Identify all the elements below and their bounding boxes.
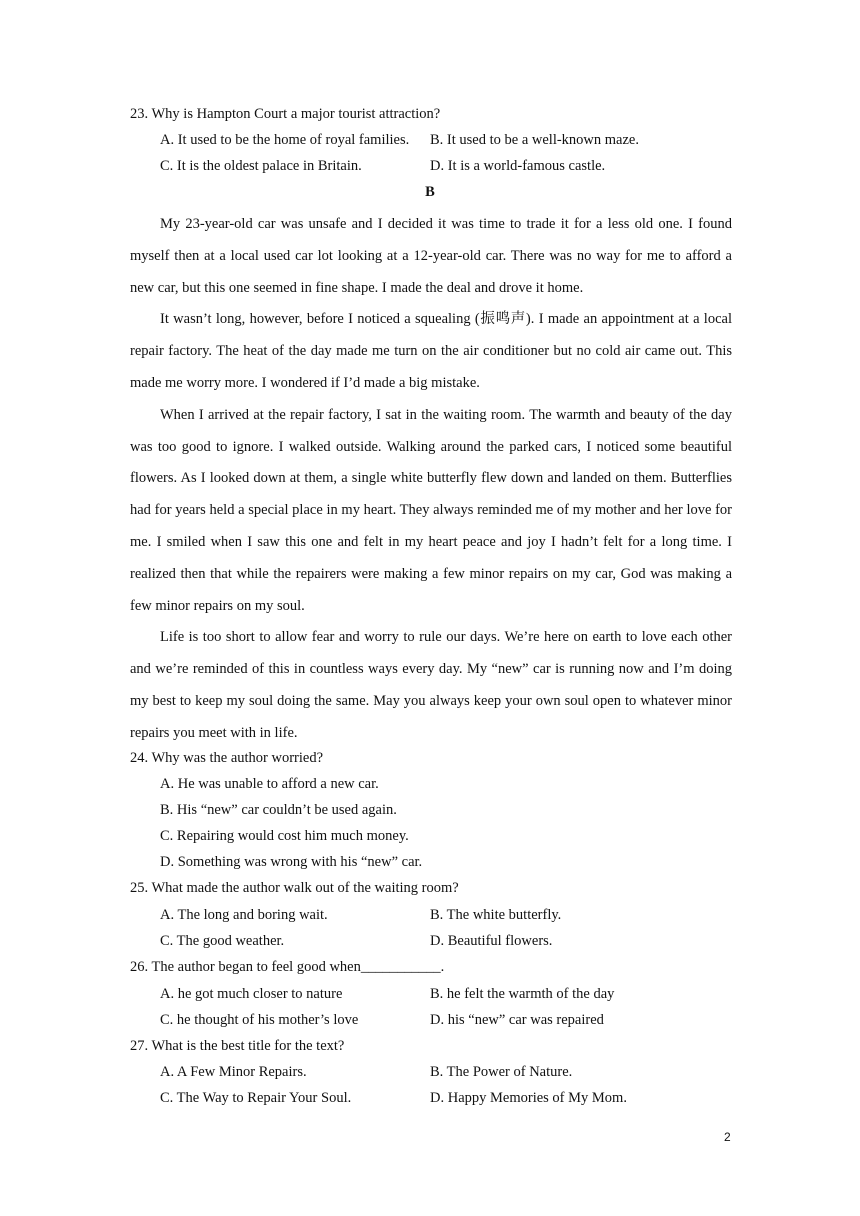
- question-23: 23. Why is Hampton Court a major tourist attraction?: [130, 106, 441, 122]
- passage-paragraph: When I arrived at the repair factory, I sat in the waiting room. The warmth and beauty of the day was too good to ignore. I walked outside. Walking around the parked cars, I noticed some beautiful flowers. As I looked down at them, a single white butterfly flew down and landed on them. Butterflies had for years held a special place in my heart. They always reminded me of my mother and her love for me. I smiled when I saw this one and felt in my heart peace and joy I hadn’t felt for a long time. I realized then that while the repairers were making a few minor repairs on my car, God was making a few minor repairs on my soul.: [130, 406, 732, 614]
- q23-option-d: D. It is a world-famous castle.: [430, 158, 606, 174]
- q26-option-c: C. he thought of his mother’s love: [160, 1012, 359, 1028]
- q25-option-b: B. The white butterfly.: [430, 907, 562, 923]
- q26-option-b: B. he felt the warmth of the day: [430, 986, 615, 1002]
- q27-option-c: C. The Way to Repair Your Soul.: [160, 1090, 352, 1106]
- passage-paragraph: It wasn’t long, however, before I noticed a squealing (振鸣声). I made an appointment at a local repair factory. The heat of the day made me turn on the air conditioner but no cold air came out. This made me worry more. I wondered if I’d made a big mistake.: [130, 311, 732, 391]
- q24-option-b: B. His “new” car couldn’t be used again.: [160, 802, 397, 818]
- q27-option-b: B. The Power of Nature.: [430, 1064, 573, 1080]
- q23-option-b: B. It used to be a well-known maze.: [430, 132, 639, 148]
- q23-option-c: C. It is the oldest palace in Britain.: [160, 158, 362, 174]
- question-25: 25. What made the author walk out of the waiting room?: [130, 880, 459, 896]
- question-24: 24. Why was the author worried?: [130, 750, 324, 766]
- q24-option-d: D. Something was wrong with his “new” car.: [160, 854, 423, 870]
- q24-option-c: C. Repairing would cost him much money.: [160, 828, 409, 844]
- q26-option-d: D. his “new” car was repaired: [430, 1012, 604, 1028]
- question-26: 26. The author began to feel good when___________.: [130, 959, 445, 975]
- q25-option-d: D. Beautiful flowers.: [430, 933, 553, 949]
- passage-paragraph: My 23-year-old car was unsafe and I decided it was time to trade it for a less old one. I found myself then at a local used car lot looking at a 12-year-old car. There was no way for me to afford a new car, but this one seemed in fine shape. I made the deal and drove it home.: [130, 216, 732, 296]
- page-number: 2: [724, 1130, 731, 1144]
- passage-paragraph: Life is too short to allow fear and worry to rule our days. We’re here on earth to love each other and we’re reminded of this in countless ways every day. My “new” car is running now and I’m doing my best to keep my soul doing the same. May you always keep your own soul open to whatever minor repairs you meet with in life.: [130, 629, 732, 741]
- q24-option-a: A. He was unable to afford a new car.: [160, 776, 379, 792]
- q27-option-a: A. A Few Minor Repairs.: [160, 1064, 307, 1080]
- q27-option-d: D. Happy Memories of My Mom.: [430, 1090, 627, 1106]
- q23-option-a: A. It used to be the home of royal families.: [160, 132, 410, 148]
- section-heading: B: [425, 184, 435, 200]
- reading-passage: [130, 209, 732, 750]
- q25-option-a: A. The long and boring wait.: [160, 907, 328, 923]
- question-27: 27. What is the best title for the text?: [130, 1038, 345, 1054]
- q25-option-c: C. The good weather.: [160, 933, 285, 949]
- q26-option-a: A. he got much closer to nature: [160, 986, 343, 1002]
